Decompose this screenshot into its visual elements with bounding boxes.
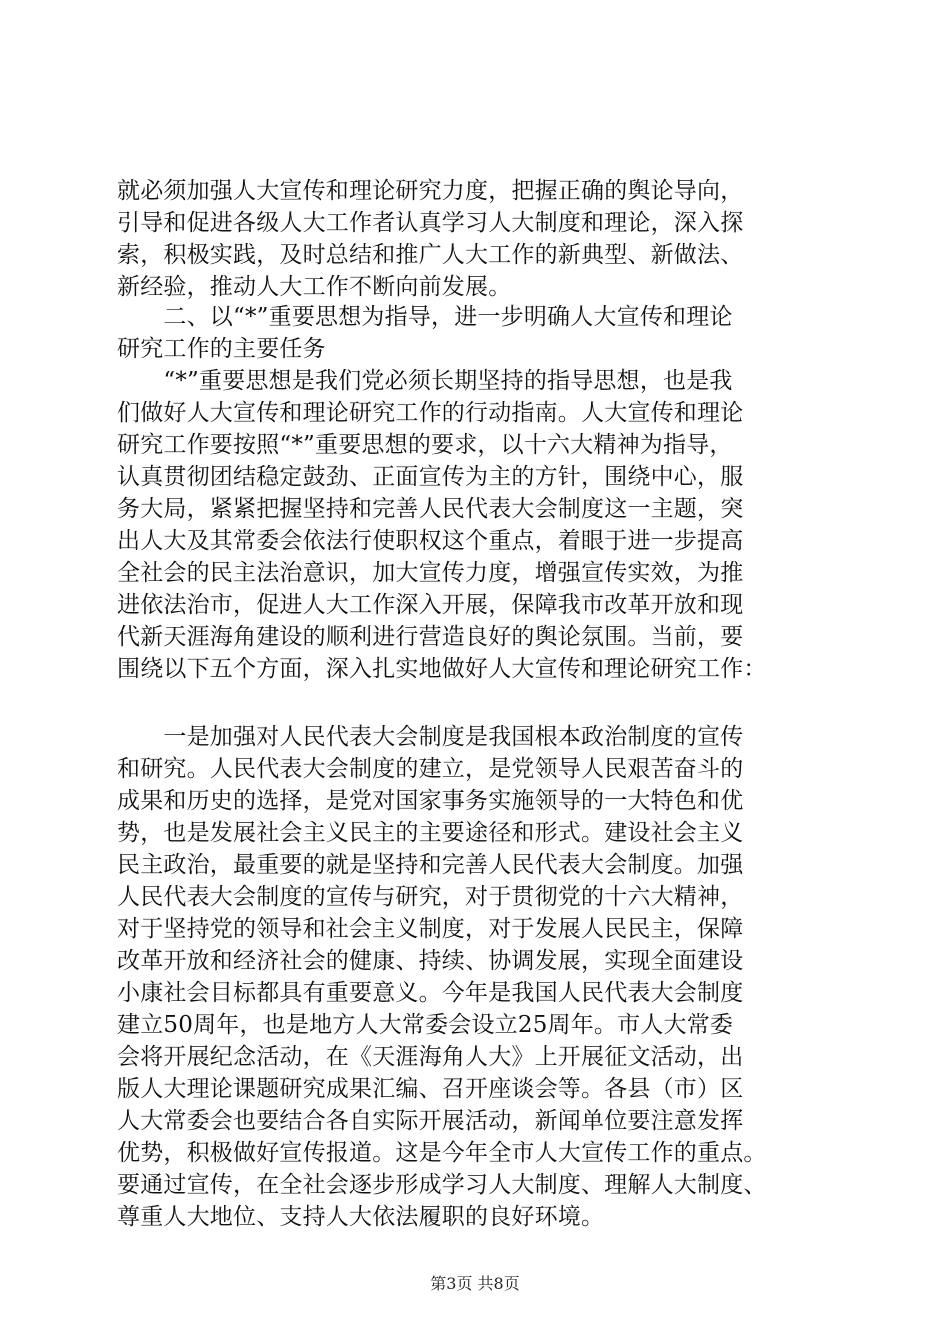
text-line: 围绕以下五个方面，深入扎实地做好人大宣传和理论研究工作： xyxy=(117,656,767,682)
text-line: 版人大理论课题研究成果汇编、召开座谈会等。各县（市）区 xyxy=(117,1076,744,1102)
text-line: 出人大及其常委会依法行使职权这个重点，着眼于进一步提高 xyxy=(117,528,744,554)
text-line: 要通过宣传，在全社会逐步形成学习人大制度、理解人大制度、 xyxy=(117,1172,767,1198)
text-line: 尊重人大地位、支持人大依法履职的良好环境。 xyxy=(117,1204,605,1230)
text-line: 认真贯彻团结稳定鼓劲、正面宣传为主的方针，围绕中心，服 xyxy=(117,464,744,490)
text-line: 全社会的民主法治意识，加大宣传力度，增强宣传实效，为推 xyxy=(117,560,744,586)
text-line: 会将开展纪念活动，在《天涯海角人大》上开展征文活动，出 xyxy=(117,1044,744,1070)
text-line: “*”重要思想是我们党必须长期坚持的指导思想，也是我 xyxy=(117,368,733,394)
section-heading-line: 研究工作的主要任务 xyxy=(117,336,326,362)
text-line: 引导和促进各级人大工作者认真学习人大制度和理论，深入探 xyxy=(117,210,744,236)
text-line: 研究工作要按照“*”重要思想的要求，以十六大精神为指导， xyxy=(117,432,733,458)
text-line: 优势，积极做好宣传报道。这是今年全市人大宣传工作的重点。 xyxy=(117,1140,767,1166)
text-line: 人民代表大会制度的宣传与研究，对于贯彻党的十六大精神， xyxy=(117,884,744,910)
page-number-footer: 第3页 共8页 xyxy=(430,1274,520,1293)
text-line: 务大局，紧紧把握坚持和完善人民代表大会制度这一主题，突 xyxy=(117,496,744,522)
text-line: 势，也是发展社会主义民主的主要途径和形式。建设社会主义 xyxy=(117,820,744,846)
text-line: 新经验，推动人大工作不断向前发展。 xyxy=(117,274,512,300)
section-heading-line: 二、以“*”重要思想为指导，进一步明确人大宣传和理论 xyxy=(117,304,733,330)
text-line: 一是加强对人民代表大会制度是我国根本政治制度的宣传 xyxy=(117,724,744,750)
text-line: 索，积极实践，及时总结和推广人大工作的新典型、新做法、 xyxy=(117,242,744,268)
text-line: 成果和历史的选择，是党对国家事务实施领导的一大特色和优 xyxy=(117,788,744,814)
text-line: 人大常委会也要结合各自实际开展活动，新闻单位要注意发挥 xyxy=(117,1108,744,1134)
text-line: 对于坚持党的领导和社会主义制度，对于发展人民民主，保障 xyxy=(117,916,744,942)
text-line: 民主政治，最重要的就是坚持和完善人民代表大会制度。加强 xyxy=(117,852,744,878)
text-line: 进依法治市，促进人大工作深入开展，保障我市改革开放和现 xyxy=(117,592,744,618)
text-line: 建立50周年，也是地方人大常委会设立25周年。市人大常委 xyxy=(117,1012,734,1038)
text-line: 们做好人大宣传和理论研究工作的行动指南。人大宣传和理论 xyxy=(117,400,744,426)
text-line: 改革开放和经济社会的健康、持续、协调发展，实现全面建设 xyxy=(117,948,744,974)
text-line: 小康社会目标都具有重要意义。今年是我国人民代表大会制度 xyxy=(117,980,744,1006)
text-line: 和研究。人民代表大会制度的建立，是党领导人民艰苦奋斗的 xyxy=(117,756,744,782)
text-line: 代新天涯海角建设的顺利进行营造良好的舆论氛围。当前，要 xyxy=(117,624,744,650)
text-line: 就必须加强人大宣传和理论研究力度，把握正确的舆论导向， xyxy=(117,178,744,204)
